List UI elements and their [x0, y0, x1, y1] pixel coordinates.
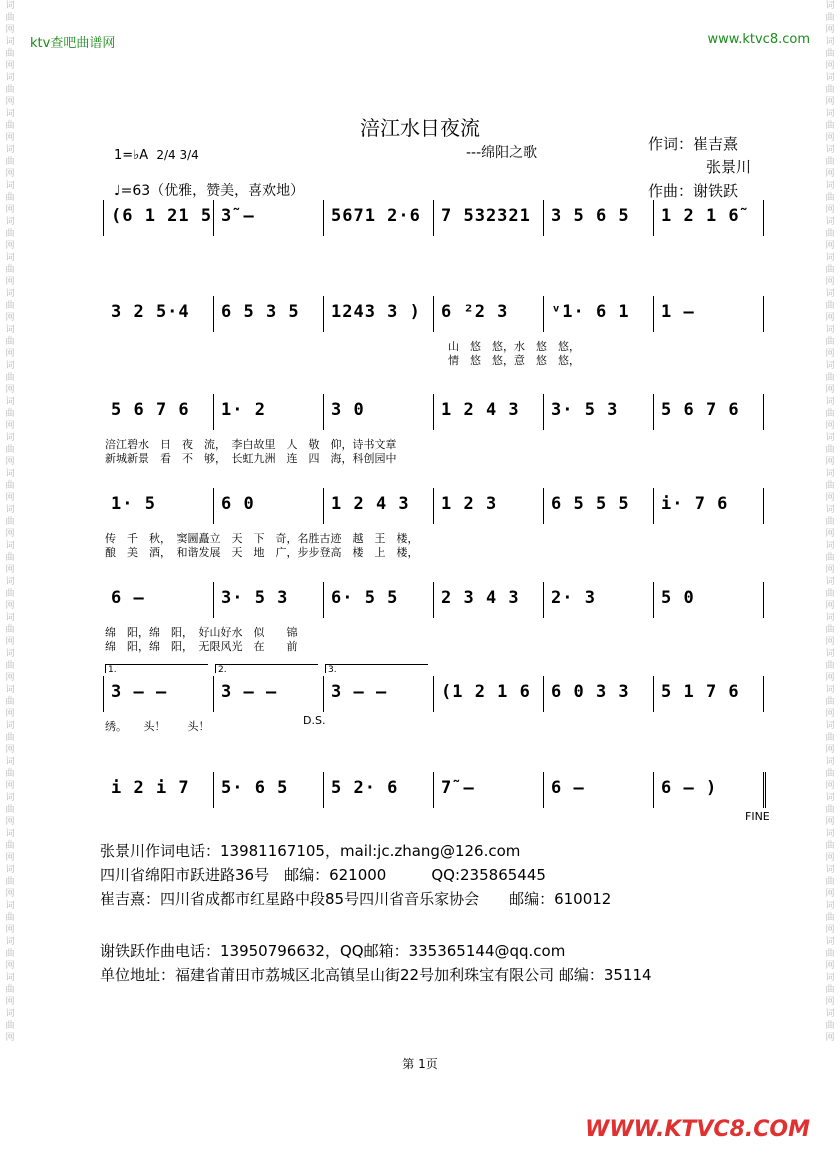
bar-line — [103, 200, 104, 236]
lyric-line-1: 绵 阳，绵 阳， 好山好水 似 锦 — [105, 626, 298, 639]
bar-line — [763, 394, 764, 430]
bar-line — [433, 582, 434, 618]
lyric-line-1: 绣。 头！ 头！ — [105, 720, 210, 733]
right-watermark: 词曲网词曲网词曲网词曲网词曲网词曲网词曲网词曲网词曲网词曲网词曲网词曲网词曲网词曲网词曲网词曲网词曲网词曲网词曲网词曲网词曲网词曲网词曲网词曲网词曲网词曲网词曲网词曲网词曲网 — [825, 1, 835, 1043]
measure-notes: 5 1 7 6 — [661, 682, 740, 702]
bar-line — [763, 296, 764, 332]
bar-line — [103, 676, 104, 712]
bar-line — [543, 296, 544, 332]
lyric-line-2: 酿 美 酒， 和谐发展 天 地 广，步步登高 楼 上 楼， — [105, 546, 419, 559]
score-row — [103, 394, 763, 465]
bar-line — [213, 296, 214, 332]
measure-notes: 3̃ – — [221, 206, 255, 226]
bar-line — [323, 676, 324, 712]
contact-line-4: 谢铁跃作曲电话：13950796632，QQ邮箱：335365144@qq.com — [100, 942, 566, 960]
header-site-left[interactable]: ktv查吧曲谱网 — [30, 36, 116, 51]
bar-line — [323, 394, 324, 430]
measure-notes: 6 5 5 5 — [551, 494, 630, 514]
bar-line — [433, 488, 434, 524]
lyric-line-2: 情 悠 悠，意 悠 悠， — [448, 354, 580, 367]
lyric-line-1: 传 千 秋， 窦圌矗立 天 下 奇，名胜古迹 越 王 楼， — [105, 532, 419, 545]
measure-notes: 7̃ – — [441, 778, 475, 798]
bar-line — [543, 582, 544, 618]
bar-line — [653, 582, 654, 618]
bar-line — [323, 582, 324, 618]
score-row — [103, 665, 763, 733]
contact-line-3: 崔吉熹：四川省成都市红星路中段85号四川省音乐家协会 邮编：610012 — [100, 890, 612, 908]
bar-line — [543, 676, 544, 712]
bar-line — [213, 582, 214, 618]
measure-notes: 5 6 7 6 — [111, 400, 190, 420]
bar-line — [543, 488, 544, 524]
measure-notes: 1 2 1 6̃ — [661, 206, 740, 226]
bar-line — [653, 772, 654, 808]
fine-mark: FINE — [745, 810, 770, 823]
measure-notes: 3 – – — [221, 682, 278, 702]
measure-notes: 3 0 — [331, 400, 365, 420]
key-label: 1=♭A — [114, 148, 149, 163]
contact-line-5: 单位地址：福建省莆田市荔城区北高镇呈山街22号加利珠宝有限公司 邮编：35114 — [100, 966, 652, 984]
bar-line — [323, 200, 324, 236]
measure-notes: 3 5 6 5 — [551, 206, 630, 226]
lyric-line-2: 绵 阳，绵 阳， 无限风光 在 前 — [105, 640, 298, 653]
header-site-right[interactable]: www.ktvc8.com — [707, 32, 810, 47]
measure-notes: 6 – — [551, 778, 585, 798]
bar-line — [213, 772, 214, 808]
lyric-line-2: 新城新景 看 不 够， 长虹九洲 连 四 海，科创园中 — [105, 452, 397, 465]
measure-notes: i· 7 6 — [661, 494, 729, 514]
volta-ending: 1. — [105, 664, 208, 673]
measure-notes: 3· 5 3 — [551, 400, 619, 420]
measure-notes: 1 2 4 3 — [441, 400, 520, 420]
bar-line — [653, 488, 654, 524]
measure-notes: 1 2 4 3 — [331, 494, 410, 514]
measure-notes: (6 1 21 5 — [111, 206, 213, 226]
measure-notes: 5 0 — [661, 588, 695, 608]
footer-logo[interactable]: WWW.KTVC8.COM — [585, 1117, 810, 1142]
measure-notes: 6 – — [111, 588, 145, 608]
lyricist-credit: 作词：崔吉熹 — [648, 135, 739, 153]
bar-line — [213, 676, 214, 712]
measure-notes: 1 2 3 — [441, 494, 498, 514]
measure-notes: 5 6 7 6 — [661, 400, 740, 420]
bar-line — [323, 296, 324, 332]
measure-notes: 6 ²2 3 — [441, 302, 509, 322]
page-number: 第 1页 — [402, 1057, 438, 1071]
bar-line — [653, 296, 654, 332]
bar-line — [433, 772, 434, 808]
bar-line — [433, 200, 434, 236]
measure-notes: 3 – – — [111, 682, 168, 702]
bar-line — [653, 676, 654, 712]
bar-line — [763, 582, 764, 618]
bar-line — [653, 200, 654, 236]
measure-notes: 2· 3 — [551, 588, 596, 608]
bar-line — [323, 772, 324, 808]
bar-line — [213, 200, 214, 236]
bar-line — [763, 676, 764, 712]
key-signature — [114, 148, 199, 163]
bar-line — [763, 488, 764, 524]
measure-notes: 7 532321 — [441, 206, 531, 226]
bar-line — [543, 200, 544, 236]
score-row — [103, 200, 763, 236]
measure-notes: 1243 3 ) — [331, 302, 421, 322]
measure-notes: 6 5 3 5 — [221, 302, 300, 322]
bar-line — [433, 296, 434, 332]
bar-line — [543, 772, 544, 808]
song-subtitle: ---绵阳之歌 — [466, 145, 538, 161]
time-signature: 2/4 3/4 — [156, 148, 199, 162]
volta-ending: 3. — [325, 664, 428, 673]
measure-notes: 1· 5 — [111, 494, 156, 514]
measure-notes: 6 – ) — [661, 778, 718, 798]
bar-line — [213, 394, 214, 430]
measure-notes: (1 2 1 6 — [441, 682, 531, 702]
score-row — [103, 296, 763, 367]
bar-line — [543, 394, 544, 430]
lyric-line-1: 涪江碧水 日 夜 流， 李白故里 人 敬 仰，诗书文章 — [105, 438, 397, 451]
bar-line — [323, 488, 324, 524]
measure-notes: 6· 5 5 — [331, 588, 399, 608]
bar-line — [763, 200, 764, 236]
measure-notes: 1· 2 — [221, 400, 266, 420]
lyric-line-1: 山 悠 悠，水 悠 悠， — [448, 340, 580, 353]
song-title: 涪江水日夜流 — [360, 116, 480, 140]
measure-notes: 6 0 3 3 — [551, 682, 630, 702]
measure-notes: 6 0 — [221, 494, 255, 514]
measure-notes: 3 – – — [331, 682, 388, 702]
score-row — [103, 582, 763, 653]
measure-notes: 5 2· 6 — [331, 778, 399, 798]
bar-line — [433, 394, 434, 430]
measure-notes: i 2 i 7 — [111, 778, 190, 798]
lyricist-credit-2: 张景川 — [706, 158, 752, 176]
measure-notes: 3 2 5·4 — [111, 302, 190, 322]
measure-notes: 2 3 4 3 — [441, 588, 520, 608]
composer-credit: 作曲：谢铁跃 — [648, 182, 739, 200]
left-watermark: 词曲网词曲网词曲网词曲网词曲网词曲网词曲网词曲网词曲网词曲网词曲网词曲网词曲网词曲网词曲网词曲网词曲网词曲网词曲网词曲网词曲网词曲网词曲网词曲网词曲网词曲网词曲网词曲网词曲网 — [5, 1, 15, 1043]
score-row — [103, 488, 763, 559]
measure-notes: ᵛ1· 6 1 — [551, 302, 630, 322]
bar-line — [433, 676, 434, 712]
measure-notes: 5671 2·6 — [331, 206, 421, 226]
score-row — [103, 772, 770, 823]
ds-mark: D.S. — [303, 714, 326, 727]
tempo-marking: ♩=63（优雅，赞美，喜欢地） — [114, 183, 305, 199]
bar-line — [213, 488, 214, 524]
bar-line — [763, 772, 766, 808]
volta-ending: 2. — [215, 664, 318, 673]
measure-notes: 1 – — [661, 302, 695, 322]
measure-notes: 5· 6 5 — [221, 778, 289, 798]
contact-line-1: 张景川作词电话：13981167105，mail:jc.zhang@126.com — [100, 842, 521, 860]
measure-notes: 3· 5 3 — [221, 588, 289, 608]
contact-line-2: 四川省绵阳市跃进路36号 邮编：621000 QQ:235865445 — [100, 866, 546, 884]
bar-line — [653, 394, 654, 430]
